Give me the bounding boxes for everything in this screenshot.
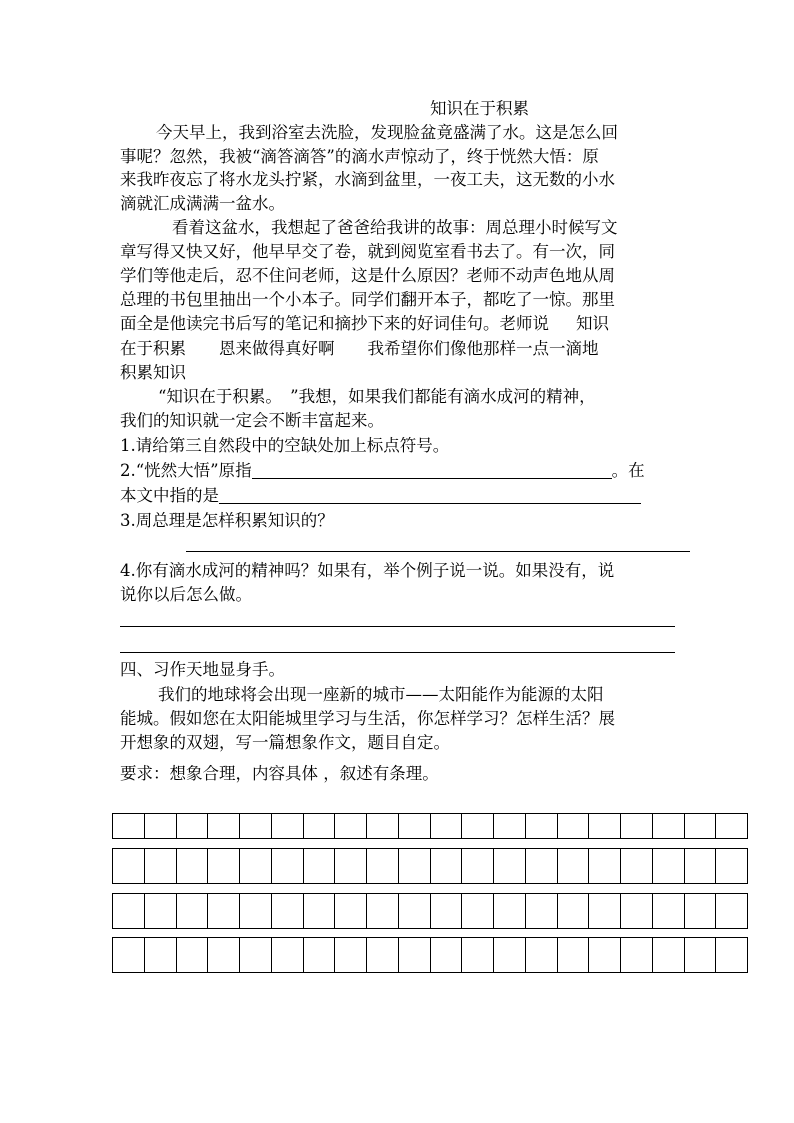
grid-cell[interactable]	[525, 894, 557, 928]
answer-blank[interactable]	[252, 461, 612, 479]
grid-cell[interactable]	[366, 938, 398, 972]
grid-cell[interactable]	[620, 894, 652, 928]
grid-cell[interactable]	[113, 814, 144, 838]
grid-cell[interactable]	[207, 814, 239, 838]
grid-cell[interactable]	[715, 938, 747, 972]
grid-cell[interactable]	[303, 894, 335, 928]
grid-cell[interactable]	[715, 894, 747, 928]
grid-cell[interactable]	[113, 849, 144, 883]
passage-line: 积累知识	[120, 363, 186, 382]
grid-row	[112, 848, 748, 884]
grid-cell[interactable]	[493, 814, 525, 838]
passage-line: 滴就汇成满满一盆水。	[120, 194, 285, 213]
section-body-line: 我们的地球将会出现一座新的城市——太阳能作为能源的太阳	[158, 685, 604, 704]
grid-cell[interactable]	[176, 849, 208, 883]
grid-cell[interactable]	[366, 849, 398, 883]
grid-cell[interactable]	[271, 938, 303, 972]
grid-cell[interactable]	[461, 894, 493, 928]
grid-cell[interactable]	[430, 849, 462, 883]
grid-cell[interactable]	[207, 894, 239, 928]
answer-blank[interactable]	[219, 486, 641, 504]
passage-line: “知识在于积累。 ”我想，如果我们都能有滴水成河的精神，	[158, 387, 596, 406]
passage-line: 学们等他走后，忍不住问老师，这是什么原因？老师不动声色地从周	[120, 266, 615, 285]
grid-cell[interactable]	[588, 849, 620, 883]
grid-cell[interactable]	[557, 938, 589, 972]
grid-cell[interactable]	[176, 814, 208, 838]
grid-cell[interactable]	[239, 894, 271, 928]
question-1: 1.请给第三自然段中的空缺处加上标点符号。	[120, 436, 450, 455]
grid-cell[interactable]	[588, 938, 620, 972]
grid-cell[interactable]	[113, 894, 144, 928]
grid-cell[interactable]	[715, 849, 747, 883]
grid-cell[interactable]	[271, 849, 303, 883]
grid-cell[interactable]	[588, 814, 620, 838]
answer-line[interactable]	[120, 652, 675, 653]
grid-cell[interactable]	[334, 849, 366, 883]
question-3: 3.周总理是怎样积累知识的？	[120, 511, 334, 530]
grid-cell[interactable]	[557, 849, 589, 883]
grid-cell[interactable]	[303, 849, 335, 883]
grid-cell[interactable]	[144, 938, 176, 972]
grid-cell[interactable]	[652, 938, 684, 972]
question-2-suffix: 。在	[611, 461, 645, 480]
grid-cell[interactable]	[525, 814, 557, 838]
grid-cell[interactable]	[144, 814, 176, 838]
grid-cell[interactable]	[176, 894, 208, 928]
grid-cell[interactable]	[461, 938, 493, 972]
grid-row	[112, 813, 748, 839]
grid-cell[interactable]	[525, 938, 557, 972]
grid-cell[interactable]	[684, 814, 716, 838]
grid-cell[interactable]	[239, 849, 271, 883]
section-body-line: 能城。假如您在太阳能城里学习与生活，你怎样学习？怎样生活？展	[120, 709, 615, 728]
grid-cell[interactable]	[176, 938, 208, 972]
grid-cell[interactable]	[144, 894, 176, 928]
question-2-prompt-continued: 本文中指的是	[120, 486, 219, 505]
grid-cell[interactable]	[207, 849, 239, 883]
grid-cell[interactable]	[715, 814, 747, 838]
grid-cell[interactable]	[303, 814, 335, 838]
section-heading: 四、习作天地显身手。	[120, 660, 285, 679]
answer-line[interactable]	[120, 626, 675, 627]
grid-cell[interactable]	[684, 894, 716, 928]
grid-cell[interactable]	[620, 849, 652, 883]
answer-line[interactable]	[186, 551, 690, 552]
grid-cell[interactable]	[430, 814, 462, 838]
grid-row	[112, 893, 748, 929]
grid-cell[interactable]	[334, 938, 366, 972]
grid-cell[interactable]	[271, 814, 303, 838]
grid-cell[interactable]	[652, 814, 684, 838]
grid-cell[interactable]	[334, 814, 366, 838]
grid-cell[interactable]	[588, 894, 620, 928]
passage-line: 看着这盆水，我想起了爸爸给我讲的故事：周总理小时候写文	[172, 218, 618, 237]
grid-cell[interactable]	[239, 814, 271, 838]
passage-line: 今天早上，我到浴室去洗脸，发现脸盆竟盛满了水。这是怎么回	[156, 123, 618, 142]
grid-cell[interactable]	[493, 849, 525, 883]
passage-line: 我们的知识就一定会不断丰富起来。	[120, 411, 384, 430]
passage-line: 事呢？忽然，我被“滴答滴答”的滴水声惊动了，终于恍然大悟：原	[120, 147, 599, 166]
grid-cell[interactable]	[461, 814, 493, 838]
grid-cell[interactable]	[557, 894, 589, 928]
question-2-continued	[120, 484, 641, 507]
passage-line: 章写得又快又好，他早早交了卷，就到阅览室看书去了。有一次，同	[120, 242, 615, 261]
grid-cell[interactable]	[113, 938, 144, 972]
grid-cell[interactable]	[271, 894, 303, 928]
grid-row	[112, 937, 748, 973]
passage-line: 面全是他读完书后写的笔记和摘抄下来的好词佳句。老师说 知识	[120, 314, 609, 333]
grid-cell[interactable]	[366, 894, 398, 928]
grid-cell[interactable]	[652, 894, 684, 928]
section-body-line: 开想象的双翅，写一篇想象作文，题目自定。	[120, 733, 450, 752]
grid-cell[interactable]	[430, 894, 462, 928]
grid-cell[interactable]	[684, 849, 716, 883]
passage-line: 总理的书包里抽出一个小本子。同学们翻开本子，都吃了一惊。那里	[120, 290, 615, 309]
question-2-prompt: 2.“恍然大悟”原指	[120, 461, 252, 480]
grid-cell[interactable]	[684, 938, 716, 972]
passage-line: 在于积累 恩来做得真好啊 我希望你们像他那样一点一滴地	[120, 339, 599, 358]
requirement-text: 要求：想象合理，内容具体 ，叙述有条理。	[120, 764, 439, 783]
question-4: 4.你有滴水成河的精神吗？如果有，举个例子说一说。如果没有，说	[120, 561, 615, 580]
grid-cell[interactable]	[493, 894, 525, 928]
grid-cell[interactable]	[557, 814, 589, 838]
grid-cell[interactable]	[652, 849, 684, 883]
grid-cell[interactable]	[430, 938, 462, 972]
question-4-continued: 说你以后怎么做。	[120, 585, 252, 604]
grid-cell[interactable]	[620, 814, 652, 838]
grid-cell[interactable]	[239, 938, 271, 972]
question-2	[120, 459, 645, 482]
grid-cell[interactable]	[493, 938, 525, 972]
grid-cell[interactable]	[398, 894, 430, 928]
grid-cell[interactable]	[398, 938, 430, 972]
grid-cell[interactable]	[303, 938, 335, 972]
grid-cell[interactable]	[144, 849, 176, 883]
grid-cell[interactable]	[398, 814, 430, 838]
grid-cell[interactable]	[461, 849, 493, 883]
passage-line: 来我昨夜忘了将水龙头拧紧，水滴到盆里，一夜工夫，这无数的小水	[120, 170, 615, 189]
page-title: 知识在于积累	[430, 99, 529, 118]
grid-cell[interactable]	[366, 814, 398, 838]
grid-cell[interactable]	[398, 849, 430, 883]
grid-cell[interactable]	[334, 894, 366, 928]
grid-cell[interactable]	[207, 938, 239, 972]
grid-cell[interactable]	[620, 938, 652, 972]
grid-cell[interactable]	[525, 849, 557, 883]
